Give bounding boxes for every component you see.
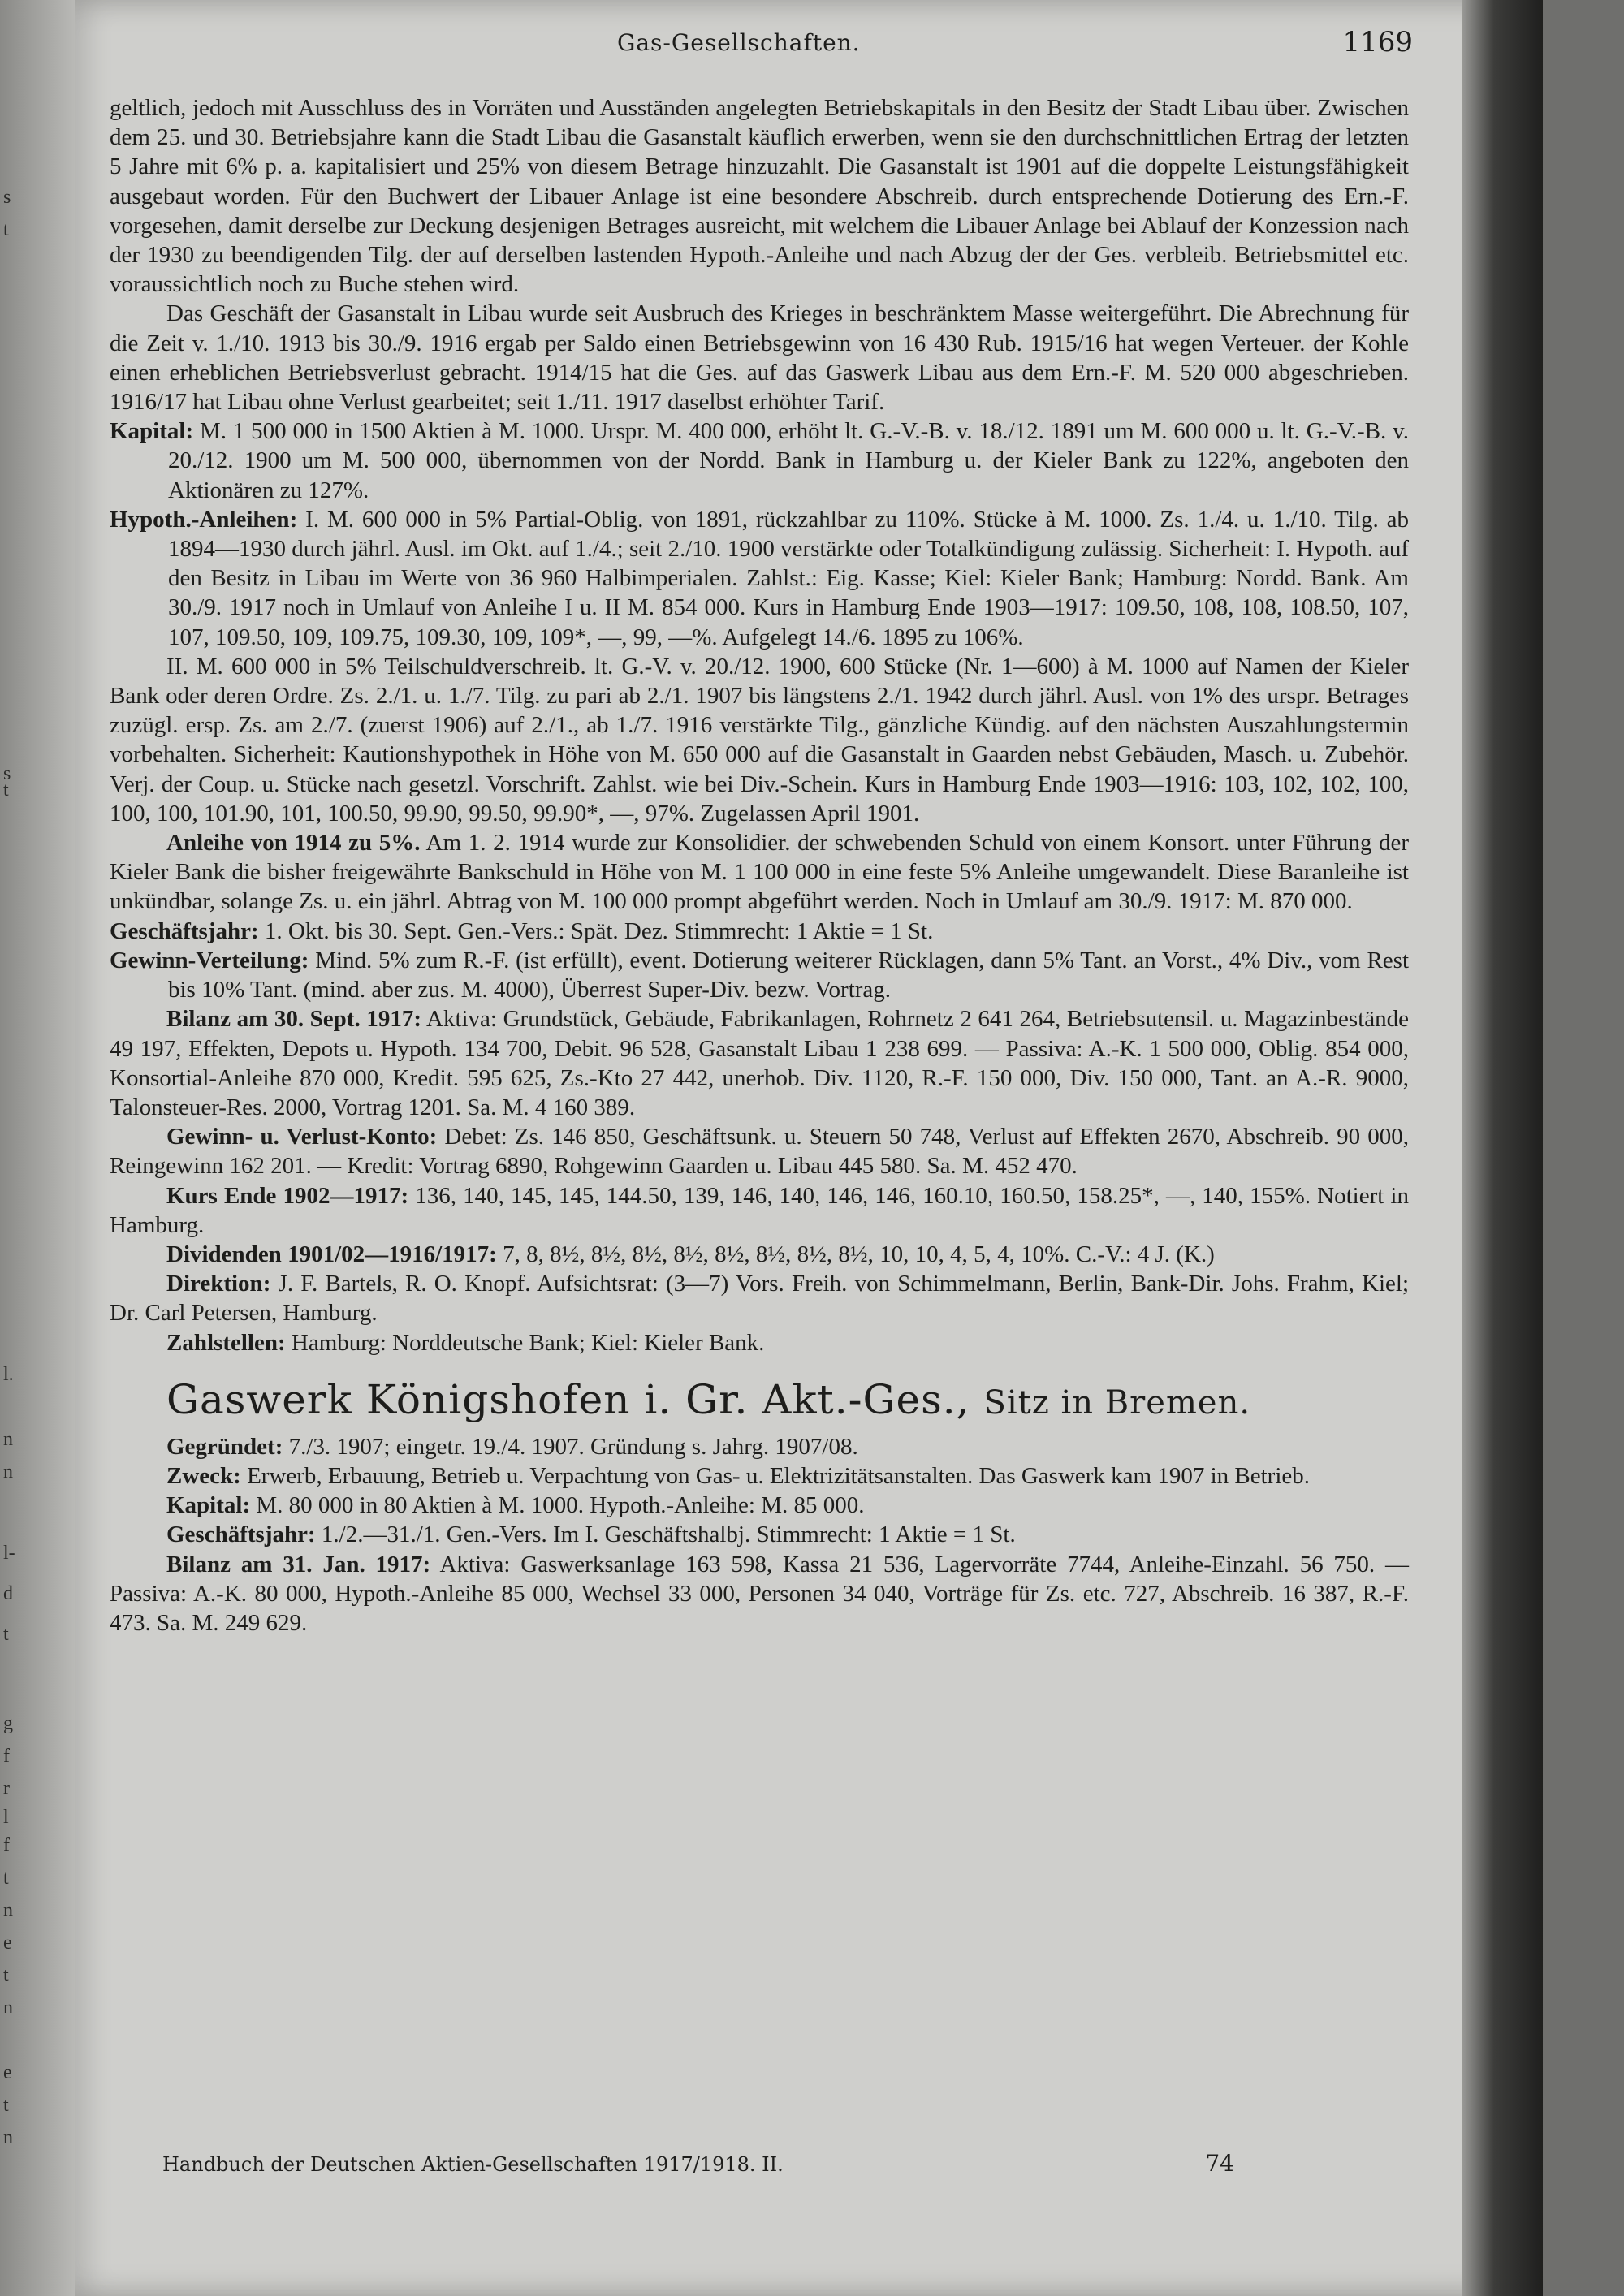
section-dividenden — [110, 1240, 1409, 1269]
page-header — [617, 24, 1413, 65]
section-anleihe-ii — [110, 652, 1409, 828]
section-label: Geschäftsjahr: — [166, 1521, 316, 1548]
section-geschaeftsjahr — [110, 917, 1409, 946]
margin-letter: t — [3, 2095, 9, 2116]
margin-letter: r — [3, 1778, 10, 1799]
company-seat: Sitz in Bremen. — [983, 1383, 1251, 1422]
margin-letter: s — [3, 187, 11, 208]
section-gv-konto — [110, 1122, 1409, 1180]
section-text: M. 80 000 in 80 Aktien à M. 1000. Hypoth.-Anleihe: M. 85 000. — [256, 1492, 865, 1519]
section-text: Am 1. 2. 1914 wurde zur Konsolidier. der schwebenden Schuld von einem Konsort. unter Führung der Kieler Bank die bisher freigewährte Bankschuld in Höhe von M. 1 100 000 in eine feste 5% Anleihe umgewandelt. Diese Baranleihe ist unkündbar, solange Zs. u. ein jährl. Abtrag von M. 100 000 prompt abgeführt werden. Noch in Umlauf am 30./9. 1917: M. 870 000. — [110, 830, 1409, 915]
section-text: Erwerb, Erbauung, Betrieb u. Verpachtung von Gas- u. Elektrizitätsanstalten. Das Gaswerk kam 1907 in Betrieb. — [247, 1462, 1311, 1489]
section-text: Hamburg: Norddeutsche Bank; Kiel: Kieler Bank. — [291, 1329, 765, 1356]
margin-letter: l. — [3, 1364, 14, 1385]
margin-letter: t — [3, 1965, 9, 1986]
book-spine-shadow — [1462, 0, 1543, 2296]
section-label: Zahlstellen: — [166, 1329, 286, 1356]
footer-text: Handbuch der Deutschen Aktien-Gesellschaften 1917/1918. II. — [162, 2153, 784, 2176]
section-text: 1./2.—31./1. Gen.-Vers. Im I. Geschäftshalbj. Stimmrecht: 1 Aktie = 1 St. — [321, 1521, 1016, 1548]
section-text: Aktiva: Grundstück, Gebäude, Fabrikanlagen, Rohrnetz 2 641 264, Betriebsutensil. u. Magazinbestände 49 197, Effekten, Depots u. Hypoth. 134 700, Debit. 96 528, Gasanstalt Libau 1 238 699. — Passiva: A.-K. 1 500 000, Oblig. 854 000, Konsortial-Anleihe 870 000, Kredit. 595 625, Zs.-Kto 27 442, unerhob. Div. 1120, R.-F. 150 000, Div. 150 000, Tant. an A.-R. 9000, Talonsteuer-Res. 2000, Vortrag 1201. Sa. M. 4 160 389. — [110, 1006, 1409, 1120]
section-label: Geschäftsjahr: — [110, 917, 259, 944]
section-label: Kapital: — [110, 418, 194, 445]
margin-letter: n — [3, 1900, 13, 1921]
section-text: Debet: Zs. 146 850, Geschäftsunk. u. Steuern 50 748, Verlust auf Effekten 2670, Abschreib. 90 000, Reingewinn 162 201. — Kredit: Vortrag 6890, Rohgewinn Gaarden u. Libau 445 580. Sa. M. 452 470. — [110, 1124, 1409, 1180]
margin-letter: n — [3, 2127, 13, 2148]
section-label: Kapital: — [166, 1492, 251, 1519]
page-number: 1169 — [1342, 26, 1413, 58]
section-label: Gewinn-Verteilung: — [110, 947, 309, 973]
section-geschaeftsjahr — [110, 1520, 1409, 1549]
margin-letter: n — [3, 1461, 13, 1482]
paragraph: Das Geschäft der Gasanstalt in Libau wurde seit Ausbruch des Krieges in beschränktem Masse weitergeführt. Die Abrechnung für die Zeit v. 1./10. 1913 bis 30./9. 1916 ergab per Saldo einen Betriebsgewinn von 16 430 Rub. 1915/16 hat wegen Verteuer. der Kohle einen erheblichen Betriebsverlust gebracht. 1914/15 hat die Ges. auf das Gaswerk Libau aus dem Ern.-F. M. 520 000 abgeschrieben. 1916/17 hat Libau ohne Verlust gearbeitet; seit 1./11. 1917 daselbst erhöhter Tarif. — [110, 300, 1409, 416]
margin-letter: d — [3, 1583, 13, 1604]
company-name: Gaswerk Königshofen i. Gr. Akt.-Ges., — [166, 1375, 970, 1423]
section-zahlstellen — [110, 1328, 1409, 1357]
company-heading — [166, 1375, 1409, 1427]
section-text: I. M. 600 000 in 5% Partial-Oblig. von 1891, rückzahlbar zu 110%. Stücke à M. 1000. Zs. 1./4. u. 1./10. Tilg. ab 1894—1930 durch jährl. Ausl. im Okt. auf 1./4.; seit 2./10. 1900 verstärkte oder Totalkündigung zulässig. Sicherheit: I. Hypoth. auf den Besitz in Libau im Werte von 36 960 Halbimperialen. Zahlst.: Eig. Kasse; Kiel: Kieler Bank; Hamburg: Nordd. Bank. Am 30./9. 1917 noch in Umlauf von Anleihe I u. II M. 854 000. Kurs in Hamburg Ende 1903—1917: 109.50, 108, 108, 108.50, 107, 107, 109.50, 109, 109.75, 109.30, 109, 109*, —, 99, —%. Aufgelegt 14./6. 1895 zu 106%. — [168, 506, 1410, 650]
margin-letter: t — [3, 219, 9, 240]
margin-letter: e — [3, 2062, 12, 2083]
margin-letter: f — [3, 1746, 10, 1767]
margin-letter: t — [3, 1624, 9, 1645]
section-gegruendet — [110, 1432, 1409, 1461]
section-anleihe-1914 — [110, 828, 1409, 917]
section-label: Dividenden 1901/02—1916/1917: — [166, 1241, 497, 1267]
section-label: Bilanz am 30. Sept. 1917: — [166, 1006, 421, 1033]
margin-letter: n — [3, 1429, 13, 1450]
margin-letter: g — [3, 1713, 13, 1734]
margin-letter: e — [3, 1932, 12, 1953]
section-label: Anleihe von 1914 zu 5%. — [166, 830, 421, 857]
section-label: Bilanz am 31. Jan. 1917: — [166, 1551, 431, 1577]
section-label: Gewinn- u. Verlust-Konto: — [166, 1124, 438, 1150]
section-text: Mind. 5% zum R.-F. (ist erfüllt), event. Dotierung weiterer Rücklagen, dann 5% Tant. an Vorst., 4% Div., vom Rest bis 10% Tant. (mind. aber zus. M. 4000), Überrest Super-Div. bezw. Vortrag. — [168, 947, 1410, 1003]
section-text: Aktiva: Gaswerksanlage 163 598, Kassa 21 536, Lagervorräte 7744, Anleihe-Einzahl. 56 750. — Passiva: A.-K. 80 000, Hypoth.-Anleihe 85 000, Wechsel 33 000, Personen 34 040, Vorträge für Zs. etc. 727, Abschreib. 16 387, R.-F. 473. Sa. M. 249 629. — [110, 1551, 1410, 1636]
main-text — [110, 93, 1409, 1638]
section-hypoth-anleihen — [110, 505, 1409, 652]
margin-letter: l — [3, 1806, 9, 1828]
margin-letter: s — [3, 763, 11, 784]
section-text: II. M. 600 000 in 5% Teilschuldverschreib. lt. G.-V. v. 20./12. 1900, 600 Stücke (Nr. 1—600) à M. 1000 auf Namen der Kieler Bank oder deren Ordre. Zs. 2./1. u. 1./7. Tilg. zu pari ab 2./1. 1907 bis längstens 2./1. 1942 durch jährl. Ausl. von 1% des urspr. Betrages zuzügl. ersp. Zs. am 2./7. (zuerst 1906) auf 2./1., ab 1./7. 1916 verstärkte Tilg., gänzliche Kündig. auf den nächsten Auszahlungstermin vorbehalten. Sicherheit: Kautionshypothek in Höhe von M. 650 000 auf die Gasanstalt in Gaarden nebst Gebäuden, Masch. u. Zubehör. Verj. der Coup. u. Stücke nach gesetzl. Vorschrift. Zahlst. wie bei Div.-Schein. Kurs in Hamburg Ende 1903—1916: 103, 102, 102, 100, 100, 100, 101.90, 101, 100.50, 99.90, 99.50, 99.90*, —, 97%. Zugelassen April 1901. — [110, 653, 1409, 826]
section-bilanz — [110, 1550, 1409, 1638]
section-label: Hypoth.-Anleihen: — [110, 506, 298, 533]
section-text: M. 1 500 000 in 1500 Aktien à M. 1000. Urspr. M. 400 000, erhöht lt. G.-V.-B. v. 18./12. 1891 um M. 600 000 u. lt. G.-V.-B. v. 20./12. 1900 um M. 500 000, übernommen von der Nordd. Bank in Hamburg u. der Kieler Bank zu 122%, angeboten den Aktionären zu 127%. — [168, 418, 1410, 503]
section-kapital — [110, 416, 1409, 505]
section-kapital — [110, 1491, 1409, 1520]
section-text: 1. Okt. bis 30. Sept. Gen.-Vers.: Spät. Dez. Stimmrecht: 1 Aktie = 1 St. — [264, 917, 934, 944]
signature-mark: 74 — [1205, 2150, 1234, 2177]
section-text: 7./3. 1907; eingetr. 19./4. 1907. Gründung s. Jahrg. 1907/08. — [288, 1433, 858, 1460]
paragraph: geltlich, jedoch mit Ausschluss des in Vorräten und Ausständen angelegten Betriebskapitals in den Besitz der Stadt Libau über. Zwischen dem 25. und 30. Betriebsjahre kann die Stadt Libau die Gasanstalt käuflich erwerben, wenn sie den durchschnittlichen Ertrag der letzten 5 Jahre mit 6% p. a. kapitalisiert und 25% von diesem Betrage hinzuzahlt. Die Gasanstalt ist 1901 auf die doppelte Leistungsfähigkeit ausgebaut worden. Für den Buchwert der Libauer Anlage ist eine besondere Abschreib. durch entsprechende Dotierung des Ern.-F. vorgesehen, damit derselbe zur Deckung desjenigen Betrages ausreicht, mit welchem die Libauer Anlage bei Ablauf der Konzession nach der 1930 zu beendigenden Tilg. der auf derselben lastenden Hypoth.-Anleihe und nach Abzug der der Ges. verbleib. Betriebsmittel etc. voraussichtlich noch zu Buche stehen wird. — [110, 95, 1409, 298]
margin-letter: f — [3, 1835, 10, 1856]
margin-letter: t — [3, 779, 9, 801]
section-label: Direktion: — [166, 1271, 271, 1297]
section-gewinn-verteilung — [110, 946, 1409, 1004]
section-direktion — [110, 1269, 1409, 1327]
section-text: 136, 140, 145, 145, 144.50, 139, 146, 140, 146, 146, 160.10, 160.50, 158.25*, —, 140, 155%. Notiert in Hamburg. — [110, 1182, 1409, 1238]
section-text: J. F. Bartels, R. O. Knopf. Aufsichtsrat: (3—7) Vors. Freih. von Schimmelmann, Berlin, Bank-Dir. Johs. Frahm, Kiel; Dr. Carl Petersen, Hamburg. — [110, 1271, 1409, 1327]
running-title: Gas-Gesellschaften. — [617, 29, 861, 56]
section-zweck — [110, 1461, 1409, 1491]
section-label: Gegründet: — [166, 1433, 283, 1460]
margin-letter: n — [3, 1997, 13, 2018]
section-bilanz — [110, 1004, 1409, 1122]
section-kurs — [110, 1181, 1409, 1240]
margin-letter: t — [3, 1867, 9, 1888]
section-label: Zweck: — [166, 1462, 241, 1489]
margin-letter: l- — [3, 1543, 15, 1564]
section-label: Kurs Ende 1902—1917: — [166, 1182, 409, 1209]
section-text: 7, 8, 8½, 8½, 8½, 8½, 8½, 8½, 8½, 8½, 10, 10, 4, 5, 4, 10%. C.-V.: 4 J. (K.) — [503, 1241, 1215, 1267]
